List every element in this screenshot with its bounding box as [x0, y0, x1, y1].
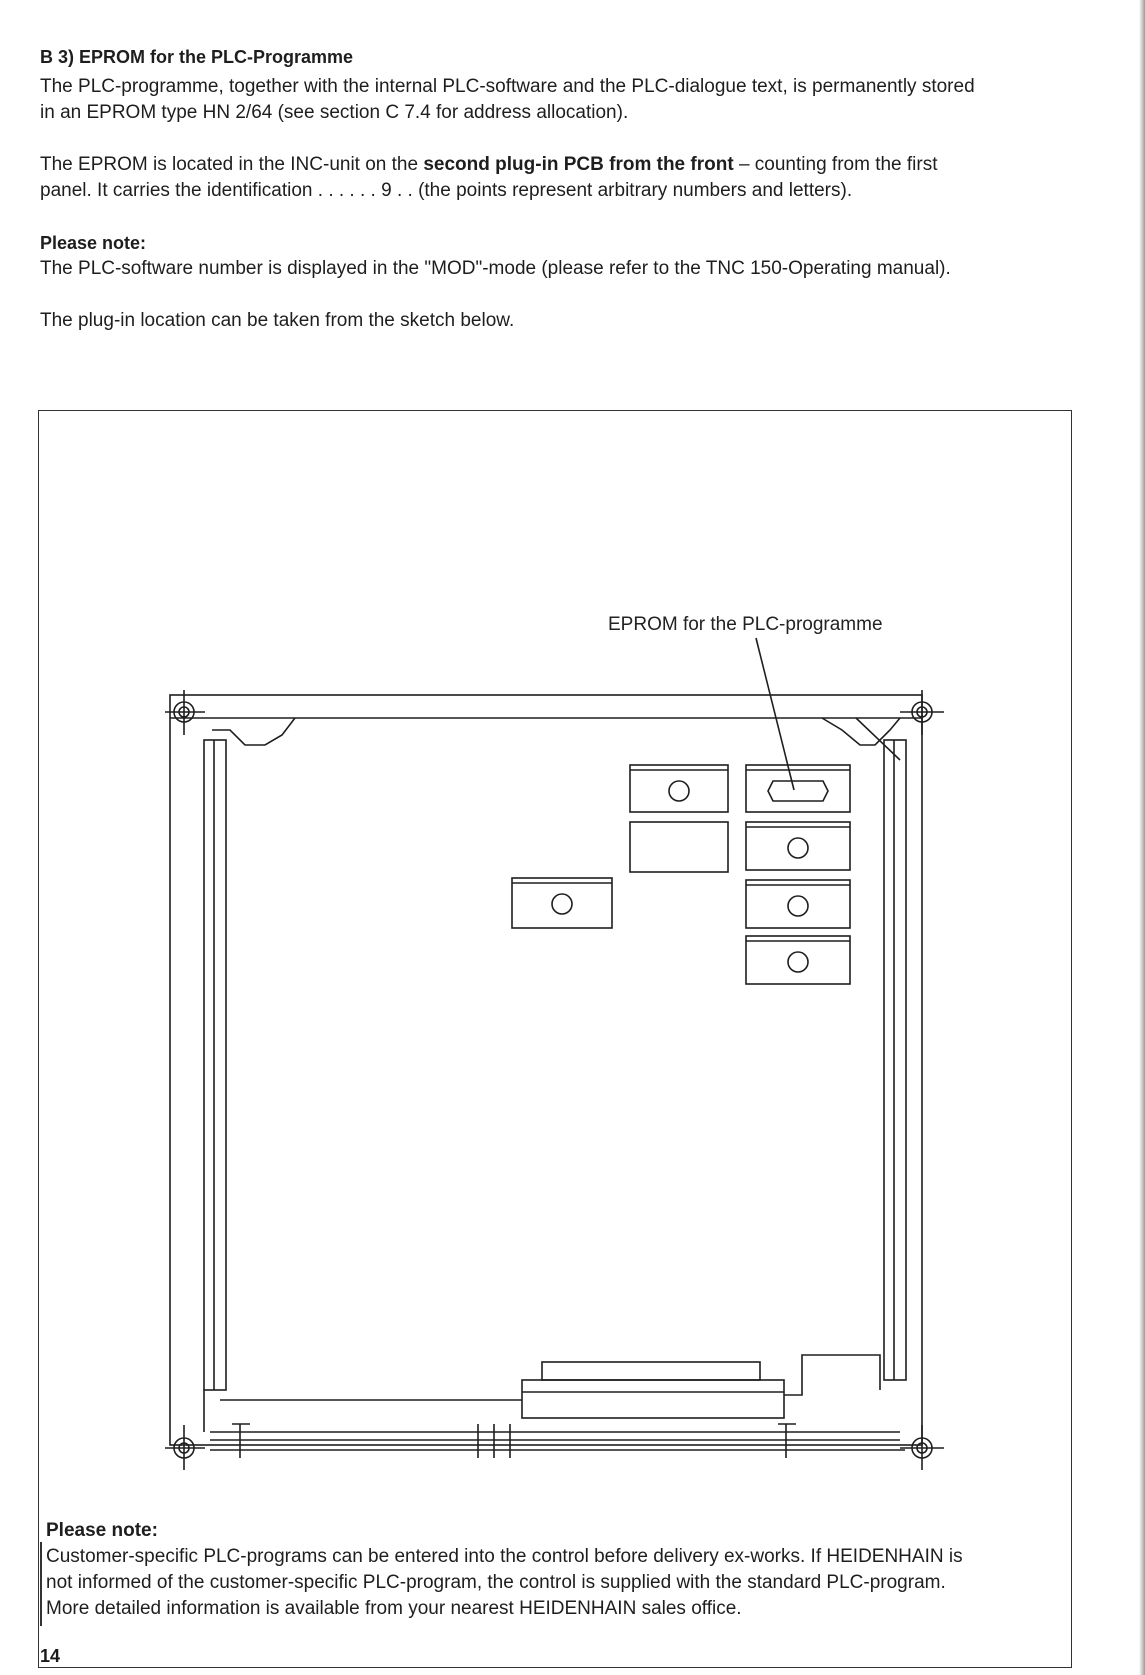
eprom-leader-line: [756, 638, 794, 790]
note-1-label: Please note:: [40, 233, 147, 253]
note-2-line-3: More detailed information is available from your nearest HEIDENHAIN sales office.: [46, 1598, 742, 1619]
chip-eprom: [746, 765, 850, 812]
paragraph-3: The plug-in location can be taken from the sketch below.: [40, 310, 515, 331]
note-2-margin-bar: [40, 1542, 42, 1626]
chip-center: [512, 878, 612, 928]
note-2-line-1: Customer-specific PLC-programs can be entered into the control before delivery ex-works. If HEIDENHAIN is: [46, 1546, 963, 1567]
section-title: B 3) EPROM for the PLC-Programme: [40, 47, 354, 67]
screw-top-left: [165, 690, 205, 735]
note-2-label: Please note:: [46, 1520, 158, 1541]
chip-row4-right: [746, 936, 850, 984]
note-2-line-2: not informed of the customer-specific PLC-program, the control is supplied with the standard PLC-program.: [46, 1572, 946, 1593]
left-clip: [212, 718, 295, 745]
pcb-board-outline: [170, 695, 922, 1445]
bottom-connector: [522, 1355, 880, 1418]
paragraph-2-emphasis: second plug-in PCB from the front: [423, 154, 734, 175]
paragraph-2-line-2: panel. It carries the identification . . . . . . 9 . . (the points represent arbitrary numbers and letters).: [40, 180, 853, 201]
paragraph-2-text-start: The EPROM is located in the INC-unit on the: [40, 154, 424, 175]
screw-bottom-left: [165, 1425, 205, 1470]
chip-row1-left: [630, 765, 728, 812]
right-card-guide: [884, 740, 906, 1380]
chip-row3-right: [746, 880, 850, 928]
eprom-callout-label: EPROM for the PLC-programme: [608, 614, 883, 635]
paragraph-1-line-2: in an EPROM type HN 2/64 (see section C 7.4 for address allocation).: [40, 102, 629, 123]
note-1-text: The PLC-software number is displayed in the "MOD"-mode (please refer to the TNC 150-Operating manual).: [40, 258, 951, 279]
chip-row2-left: [630, 822, 728, 872]
paragraph-2-text-end: – counting from the first: [733, 154, 938, 175]
paragraph-1-line-1: The PLC-programme, together with the internal PLC-software and the PLC-dialogue text, is permanently stored: [40, 76, 975, 97]
screw-bottom-right: [900, 1425, 944, 1470]
screw-top-right: [900, 690, 944, 735]
chip-row2-right: [746, 822, 850, 870]
left-card-guide: [204, 740, 226, 1390]
page-number: 14: [40, 1646, 61, 1666]
